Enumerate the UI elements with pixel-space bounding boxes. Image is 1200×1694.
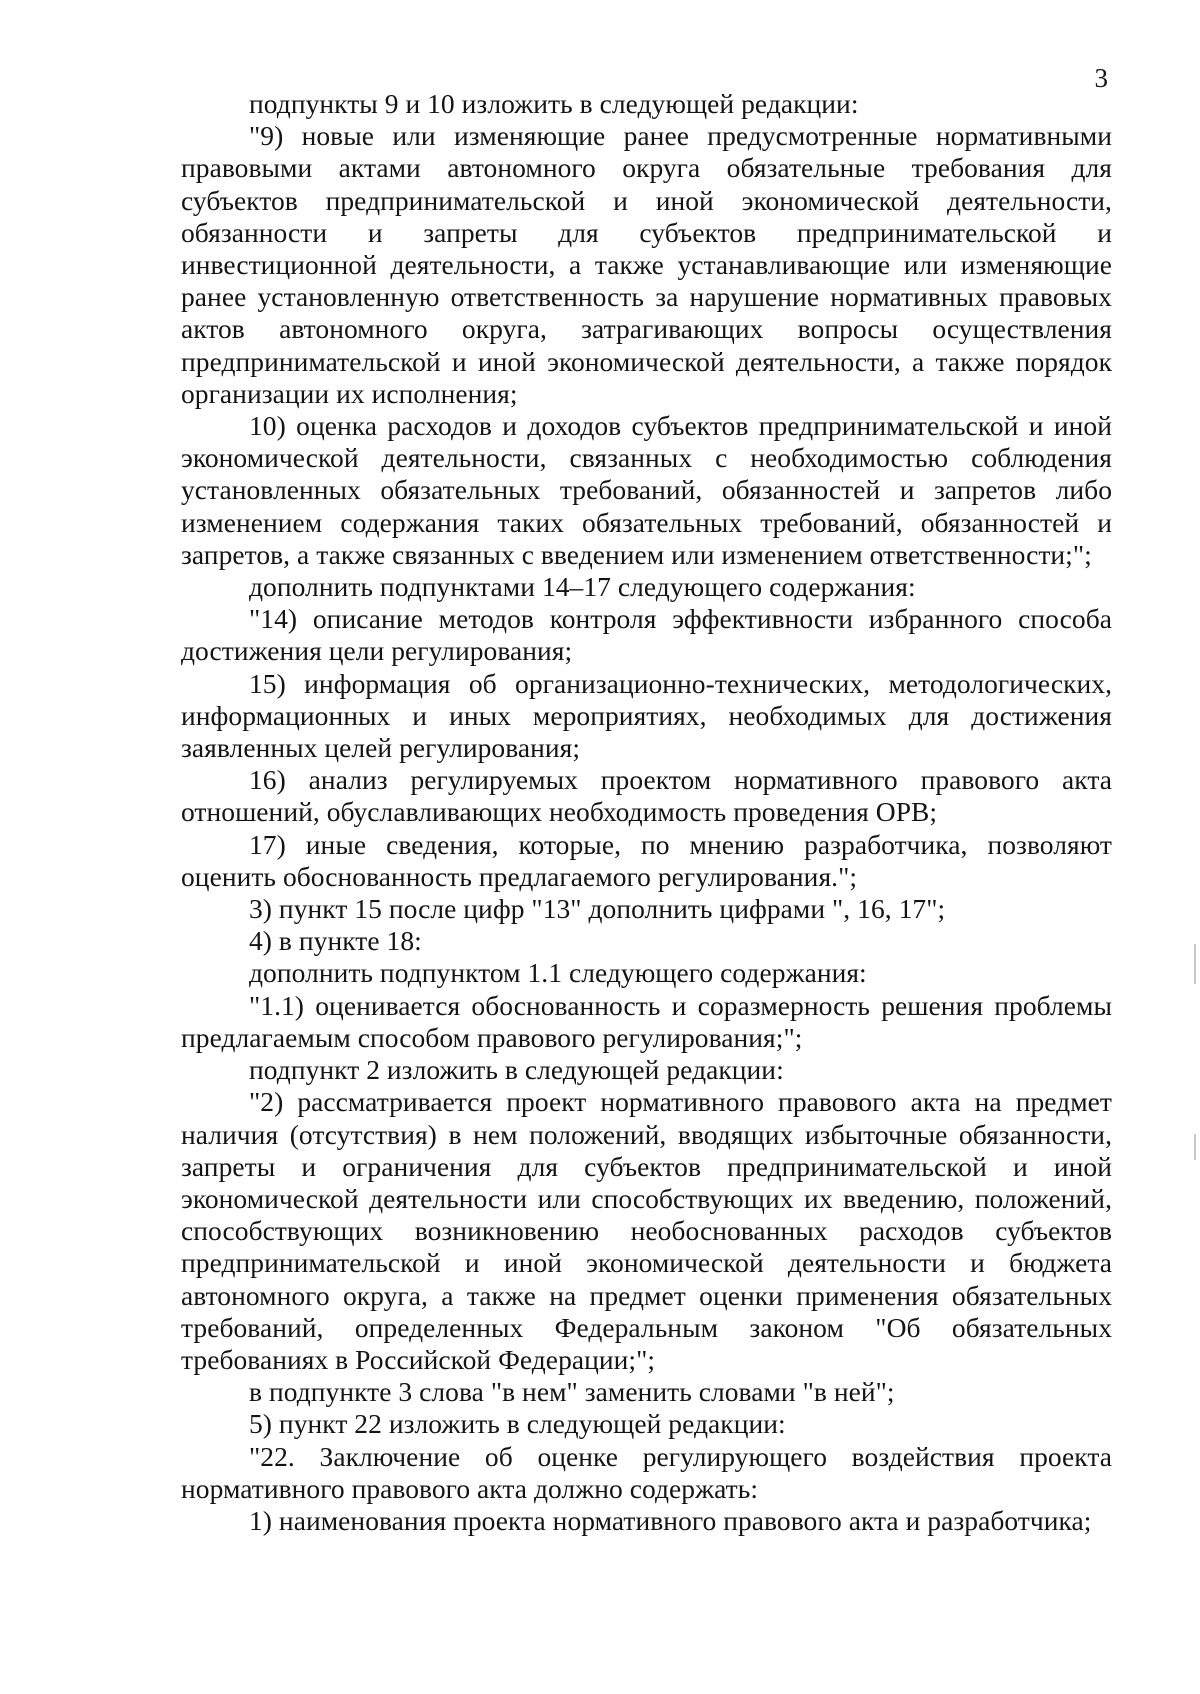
paragraph: 4) в пункте 18: [249, 925, 422, 957]
page-number: 3 [1094, 63, 1108, 93]
paragraph: "1.1) оценивается обоснованность и соразмерность решения проблемы предлагаемым способом правового регулирования;"; [181, 989, 1112, 1053]
document-body [181, 88, 1112, 1537]
paragraph: "2) рассматривается проект нормативного правового акта на предмет наличия (отсутствия) в нем положений, вводящих избыточные обязанности, запреты и ограничения для субъектов предпринимательской и иной экономической деятельности или способствующих их введению, положений, способствующих возникновению необоснованных расходов субъектов предпринимательской и иной экономической деятельности и бюджета автономного округа, а также на предмет оценки применения обязательных требований, определенных Федеральным законом "Об обязательных требованиях в Российской Федерации;"; [181, 1086, 1112, 1375]
paragraph: 10) оценка расходов и доходов субъектов предпринимательской и иной экономической деятельности, связанных с необходимостью соблюдения установленных обязательных требований, обязанностей и запретов либо изменением содержания таких обязательных требований, обязанностей и запретов, а также связанных с введением или изменением ответственности;"; [181, 410, 1112, 570]
paragraph: "9) новые или изменяющие ранее предусмотренные нормативными правовыми актами автономного округа обязательные требования для субъектов предпринимательской и иной экономической деятельности, обязанности и запреты для субъектов предпринимательской и инвестиционной деятельности, а также устанавливающие или изменяющие ранее установленную ответственность за нарушение нормативных правовых актов автономного округа, затрагивающих вопросы осуществления предпринимательской и иной экономической деятельности, а также порядок организации их исполнения; [181, 120, 1112, 409]
paragraph: "14) описание методов контроля эффективности избранного способа достижения цели регулирования; [181, 603, 1112, 667]
scan-edge-mark [1194, 1134, 1196, 1160]
paragraph: 3) пункт 15 после цифр "13" дополнить цифрами ", 16, 17"; [249, 893, 946, 925]
paragraph: 16) анализ регулируемых проектом нормативного правового акта отношений, обуславливающих необходимость проведения ОРВ; [181, 764, 1112, 828]
paragraph: подпункт 2 изложить в следующей редакции: [249, 1054, 784, 1086]
paragraph: 5) пункт 22 изложить в следующей редакции: [249, 1408, 786, 1440]
paragraph: в подпункте 3 слова "в нем" заменить словами "в ней"; [249, 1376, 895, 1408]
paragraph: дополнить подпунктами 14–17 следующего содержания: [249, 571, 916, 603]
paragraph: дополнить подпунктом 1.1 следующего содержания: [249, 957, 867, 989]
paragraph: подпункты 9 и 10 изложить в следующей редакции: [249, 88, 859, 119]
paragraph: 15) информация об организационно-технических, методологических, информационных и иных мероприятиях, необходимых для достижения заявленных целей регулирования; [181, 667, 1112, 764]
paragraph: 17) иные сведения, которые, по мнению разработчика, позволяют оценить обоснованность предлагаемого регулирования."; [181, 828, 1112, 892]
paragraph: 1) наименования проекта нормативного правового акта и разработчика; [249, 1504, 1092, 1536]
scan-edge-mark [1194, 944, 1196, 984]
paragraph: "22. Заключение об оценке регулирующего воздействия проекта нормативного правового акта должно содержать: [181, 1440, 1112, 1504]
